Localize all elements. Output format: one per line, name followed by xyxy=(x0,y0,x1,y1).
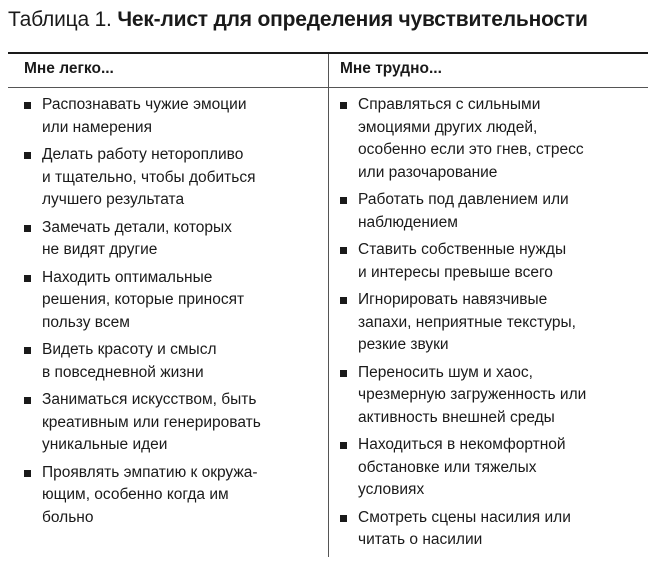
list-item-text: Проявлять эмпатию к окружа- xyxy=(42,463,258,481)
square-bullet-icon xyxy=(24,347,31,354)
column-header-easy: Мне легко... xyxy=(24,60,114,77)
list-item xyxy=(340,362,646,430)
square-bullet-icon xyxy=(24,470,31,477)
list-item-text: Замечать детали, которых xyxy=(42,218,232,236)
list-item-text: особенно если это гнев, стресс xyxy=(358,141,584,158)
list-item xyxy=(340,189,646,234)
table-title-label: Таблица 1. xyxy=(8,8,112,31)
list-item-text: чрезмерную загруженность или xyxy=(358,386,587,403)
list-item-text: ющим, особенно когда им xyxy=(42,486,229,503)
list-item-text: Смотреть сцены насилия или xyxy=(358,508,571,526)
list-item-text: Делать работу неторопливо xyxy=(42,146,244,163)
header-rule xyxy=(8,87,648,88)
list-item xyxy=(340,434,646,502)
list-item-text: условиях xyxy=(358,481,425,498)
list-item-text: запахи, неприятные текстуры, xyxy=(358,313,576,331)
square-bullet-icon xyxy=(340,197,347,204)
column-divider xyxy=(328,54,329,557)
list-item xyxy=(340,94,646,184)
list-item-text: Находиться в некомфортной xyxy=(358,436,566,453)
list-item xyxy=(24,267,324,335)
list-item-text: или намерения xyxy=(42,118,152,136)
list-item-text: Работать под давлением или xyxy=(358,191,569,208)
list-item-text: Распознавать чужие эмоции xyxy=(42,96,247,113)
easy-list xyxy=(24,94,324,534)
square-bullet-icon xyxy=(24,152,31,159)
list-item-text: уникальные идеи xyxy=(42,436,168,453)
list-item-text: решения, которые приносят xyxy=(42,291,245,308)
list-item xyxy=(24,462,324,530)
list-item-text: активность внешней среды xyxy=(358,408,555,426)
list-item-text: эмоциями других людей, xyxy=(358,118,538,136)
square-bullet-icon xyxy=(24,102,31,109)
list-item-text: Игнорировать навязчивые xyxy=(358,291,548,308)
table-title-text: Чек-лист для определения чувствительности xyxy=(117,8,588,31)
list-item xyxy=(24,389,324,457)
list-item xyxy=(24,217,324,262)
list-item xyxy=(24,94,324,139)
list-item-text: пользу всем xyxy=(42,313,130,331)
list-item-text: больно xyxy=(42,508,94,526)
list-item-text: не видят другие xyxy=(42,241,158,258)
list-item-text: в повседневной жизни xyxy=(42,363,204,381)
list-item xyxy=(340,507,646,552)
list-item-text: обстановке или тяжелых xyxy=(358,458,537,476)
list-item-text: резкие звуки xyxy=(358,336,449,353)
list-item-text: и интересы превыше всего xyxy=(358,263,553,281)
list-item-text: или разочарование xyxy=(358,163,498,181)
list-item xyxy=(340,289,646,357)
list-item-text: Видеть красоту и смысл xyxy=(42,341,217,358)
list-item-text: Справляться с сильными xyxy=(358,96,541,113)
list-item-text: Переносить шум и хаос, xyxy=(358,363,533,381)
list-item-text: Находить оптимальные xyxy=(42,268,213,286)
list-item xyxy=(340,239,646,284)
square-bullet-icon xyxy=(24,397,31,404)
list-item xyxy=(24,144,324,212)
square-bullet-icon xyxy=(340,442,347,449)
table-title xyxy=(8,6,588,34)
column-header-hard: Мне трудно... xyxy=(340,60,442,77)
list-item-text: наблюдением xyxy=(358,213,458,231)
list-item-text: креативным или генерировать xyxy=(42,413,261,431)
square-bullet-icon xyxy=(24,225,31,232)
hard-list xyxy=(340,94,646,557)
square-bullet-icon xyxy=(340,247,347,254)
square-bullet-icon xyxy=(340,102,347,109)
square-bullet-icon xyxy=(340,370,347,377)
list-item-text: и тщательно, чтобы добиться xyxy=(42,168,256,186)
square-bullet-icon xyxy=(24,275,31,282)
square-bullet-icon xyxy=(340,297,347,304)
list-item-text: читать о насилии xyxy=(358,531,483,548)
list-item-text: Заниматься искусством, быть xyxy=(42,391,257,408)
list-item-text: лучшего результата xyxy=(42,191,185,208)
list-item-text: Ставить собственные нужды xyxy=(358,241,567,258)
square-bullet-icon xyxy=(340,515,347,522)
list-item xyxy=(24,339,324,384)
